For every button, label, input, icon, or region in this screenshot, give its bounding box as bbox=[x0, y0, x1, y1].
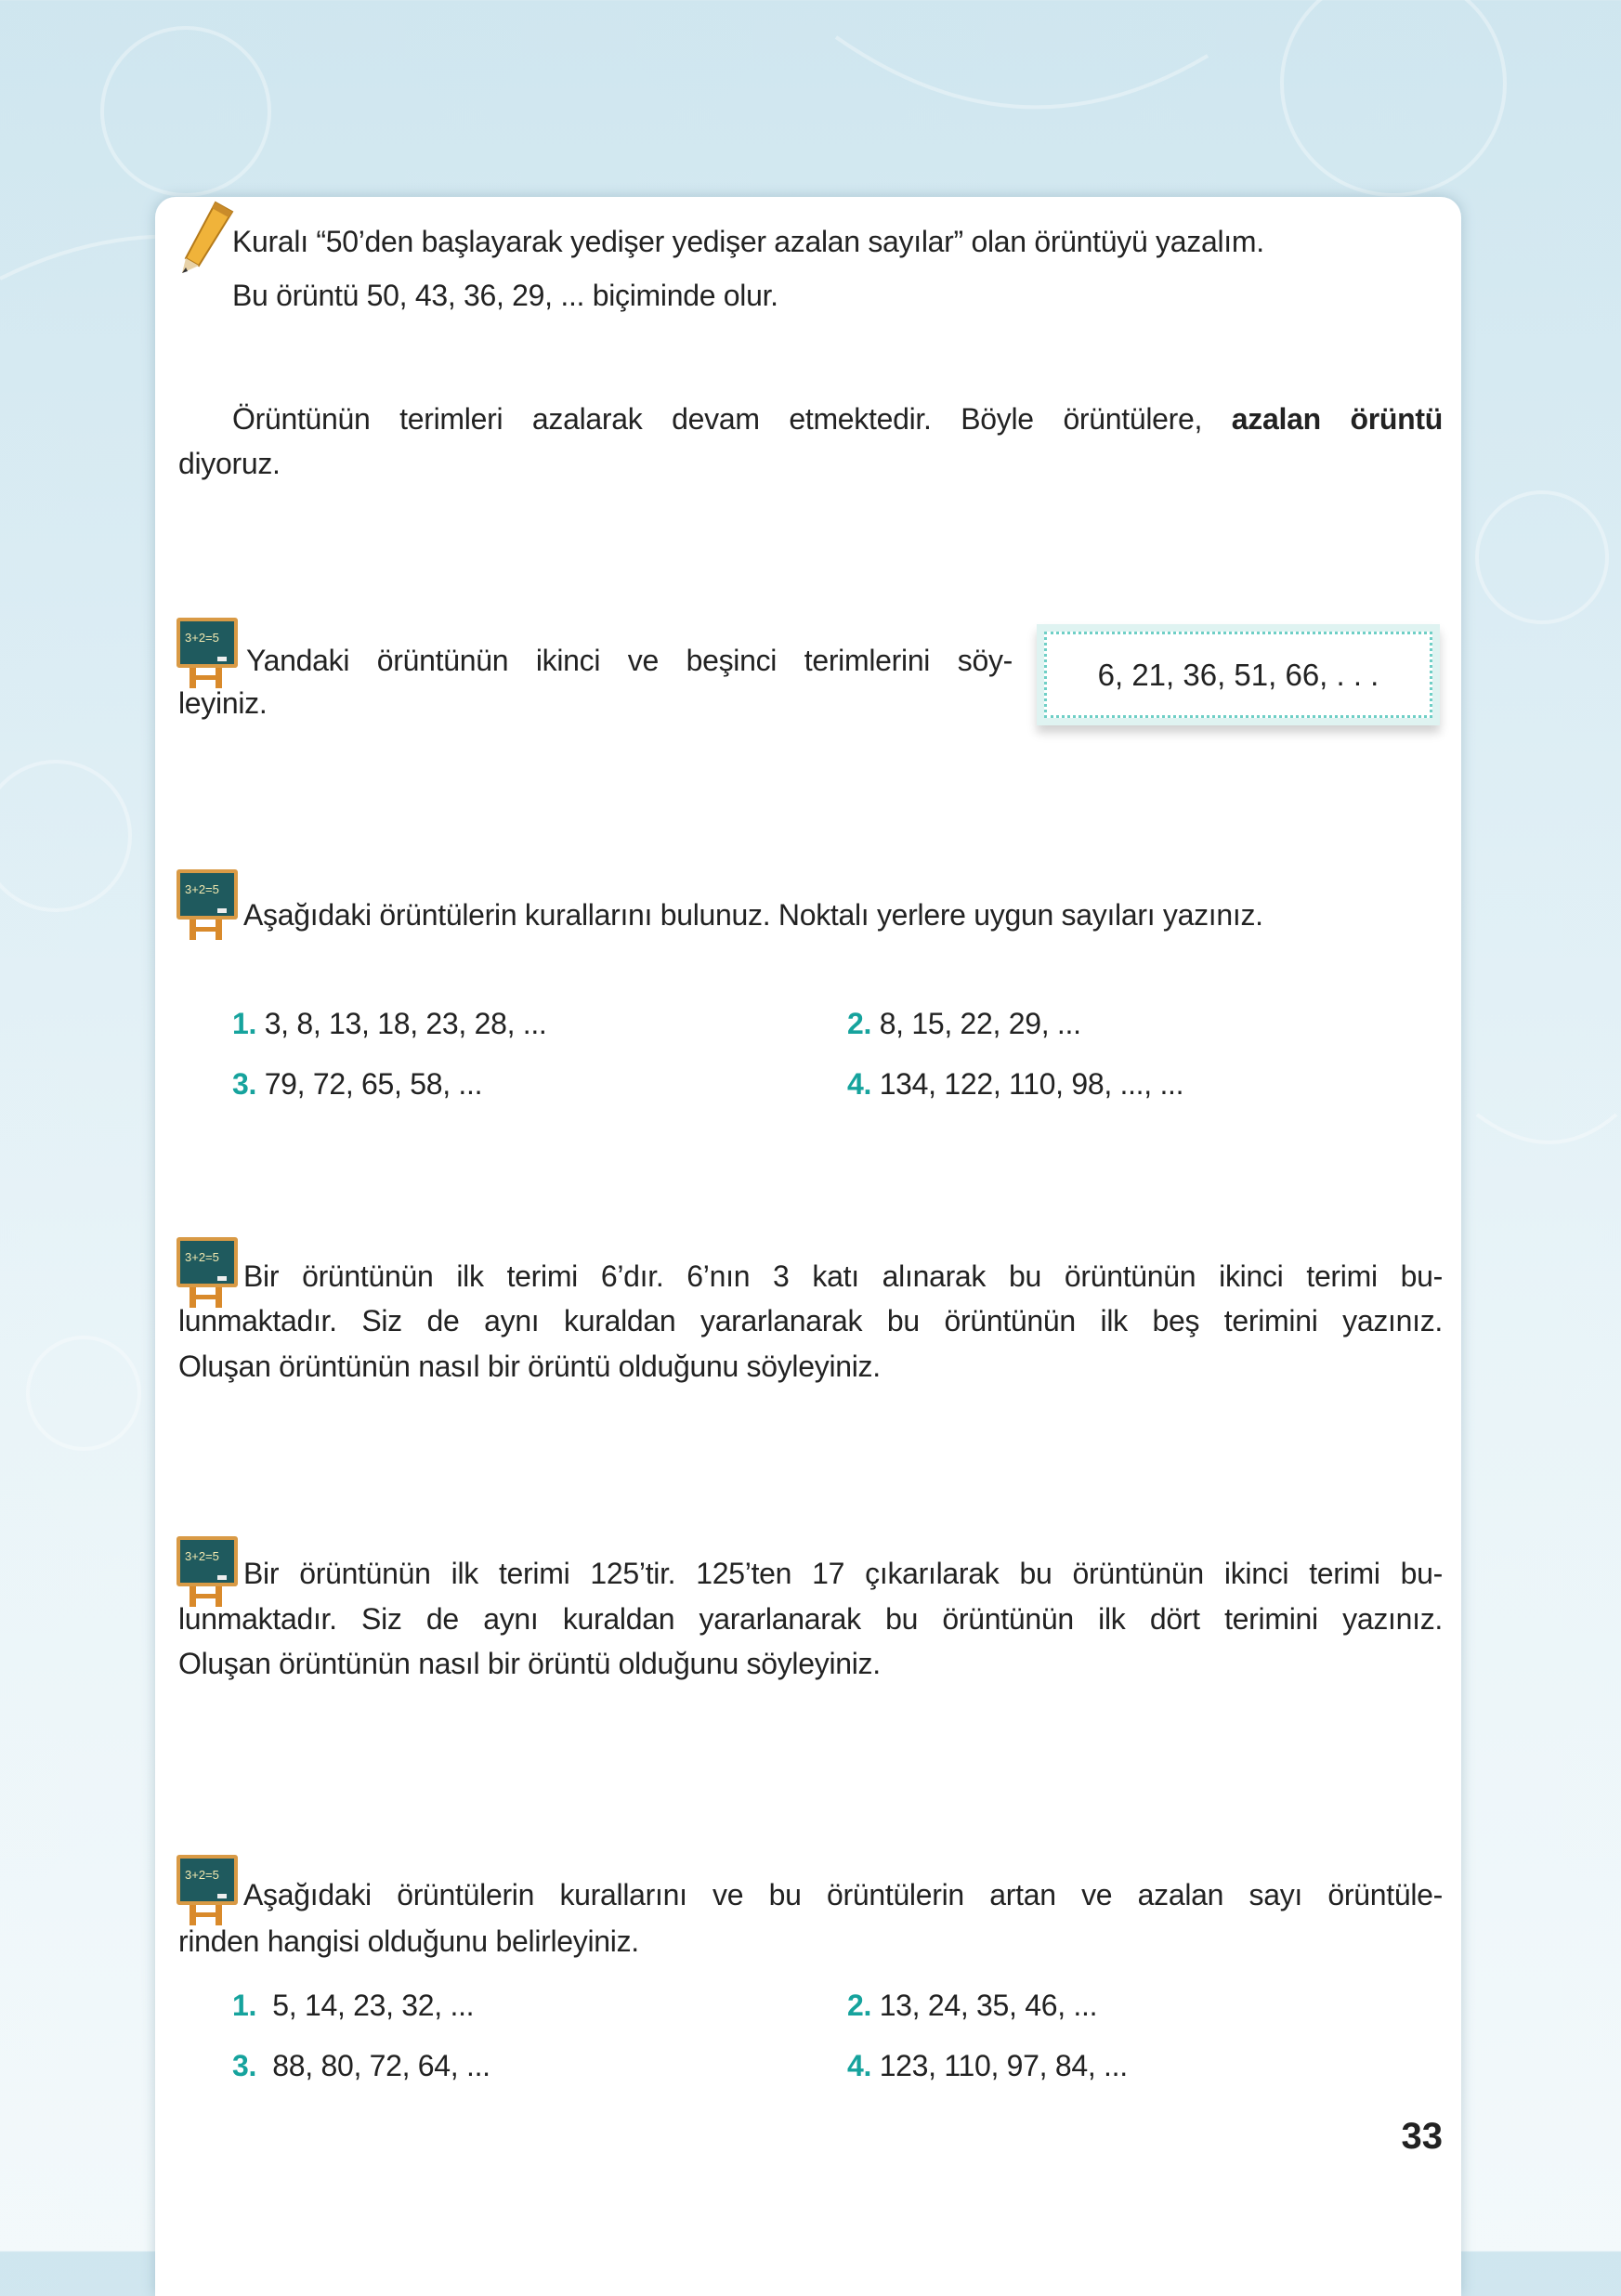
blackboard-icon bbox=[176, 869, 238, 940]
q1-line-2: leyiniz. bbox=[178, 686, 268, 720]
pattern-box-text: 6, 21, 36, 51, 66, . . . bbox=[1044, 632, 1432, 718]
item-text: 13, 24, 35, 46, ... bbox=[879, 1989, 1098, 2022]
q4-line-2: lunmaktadır. Siz de aynı kuraldan yararlanarak bu örüntünün ilk dört terimini yazınız. bbox=[178, 1602, 1443, 1636]
item-text: 5, 14, 23, 32, ... bbox=[272, 1989, 475, 2022]
example-line-1: Kuralı “50’den başlayarak yedişer yedişer azalan sayılar” olan örüntüyü yazalım. bbox=[232, 225, 1264, 258]
item-number: 1. bbox=[232, 1007, 257, 1040]
item-text: 3, 8, 13, 18, 23, 28, ... bbox=[264, 1007, 547, 1040]
content-panel bbox=[155, 197, 1461, 2296]
item-text: 88, 80, 72, 64, ... bbox=[272, 2049, 490, 2082]
definition-term: azalan örüntü bbox=[1231, 402, 1443, 436]
item-text: 123, 110, 97, 84, ... bbox=[879, 2049, 1128, 2082]
definition-text: Örüntünün terimleri azalarak devam etmektedir. Böyle örüntülere, bbox=[232, 402, 1232, 436]
svg-text:3+2=5: 3+2=5 bbox=[185, 882, 219, 896]
q4-line-3: Oluşan örüntünün nasıl bir örüntü olduğunu söyleyiniz. bbox=[178, 1647, 881, 1680]
item-number: 2. bbox=[847, 1007, 872, 1040]
q1-line-1: Yandaki örüntünün ikinci ve beşinci terimlerini söy- bbox=[246, 644, 1013, 677]
q2-item-3 bbox=[232, 1065, 482, 1102]
blackboard-icon bbox=[176, 1536, 238, 1607]
svg-text:3+2=5: 3+2=5 bbox=[185, 1250, 219, 1264]
item-text: 8, 15, 22, 29, ... bbox=[879, 1007, 1081, 1040]
q2-item-1 bbox=[232, 1005, 547, 1042]
item-number: 4. bbox=[847, 1067, 872, 1101]
q3-line-3: Oluşan örüntünün nasıl bir örüntü olduğunu söyleyiniz. bbox=[178, 1350, 881, 1383]
page-number: 33 bbox=[1401, 2116, 1443, 2157]
blackboard-icon bbox=[176, 1855, 238, 1925]
svg-text:3+2=5: 3+2=5 bbox=[185, 631, 219, 645]
item-text: 134, 122, 110, 98, ..., ... bbox=[879, 1067, 1184, 1101]
q2-item-4 bbox=[847, 1065, 1183, 1102]
q5-item-3 bbox=[232, 2047, 490, 2084]
blackboard-icon bbox=[176, 1237, 238, 1308]
item-number: 2. bbox=[847, 1989, 872, 2022]
pencil-icon bbox=[178, 201, 238, 275]
item-text: 79, 72, 65, 58, ... bbox=[264, 1067, 483, 1101]
item-number: 4. bbox=[847, 2049, 872, 2082]
q3-line-1: Bir örüntünün ilk terimi 6’dır. 6’nın 3 katı alınarak bu örüntünün ikinci terimi bu- bbox=[243, 1259, 1443, 1293]
definition-line-2: diyoruz. bbox=[178, 447, 281, 480]
svg-text:3+2=5: 3+2=5 bbox=[185, 1868, 219, 1882]
definition-line-1 bbox=[232, 400, 1443, 437]
blackboard-icon bbox=[176, 618, 238, 688]
q5-line-2: rinden hangisi olduğunu belirleyiniz. bbox=[178, 1924, 639, 1958]
example-line-2: Bu örüntü 50, 43, 36, 29, ... biçiminde olur. bbox=[232, 279, 778, 312]
item-number: 1. bbox=[232, 1989, 257, 2022]
q4-line-1: Bir örüntünün ilk terimi 125’tir. 125’ten 17 çıkarılarak bu örüntünün ikinci terimi bu- bbox=[243, 1557, 1443, 1590]
q5-item-1 bbox=[232, 1987, 474, 2024]
q2-item-2 bbox=[847, 1005, 1081, 1042]
q5-item-2 bbox=[847, 1987, 1097, 2024]
q5-line-1: Aşağıdaki örüntülerin kurallarını ve bu örüntülerin artan ve azalan sayı örüntüle- bbox=[243, 1878, 1443, 1911]
svg-text:3+2=5: 3+2=5 bbox=[185, 1549, 219, 1563]
q5-item-4 bbox=[847, 2047, 1128, 2084]
pattern-box bbox=[1037, 624, 1440, 725]
item-number: 3. bbox=[232, 2049, 257, 2082]
q2-text: Aşağıdaki örüntülerin kurallarını bulunuz. Noktalı yerlere uygun sayıları yazınız. bbox=[243, 898, 1263, 932]
q3-line-2: lunmaktadır. Siz de aynı kuraldan yararlanarak bu örüntünün ilk beş terimini yazınız. bbox=[178, 1304, 1443, 1337]
item-number: 3. bbox=[232, 1067, 257, 1101]
